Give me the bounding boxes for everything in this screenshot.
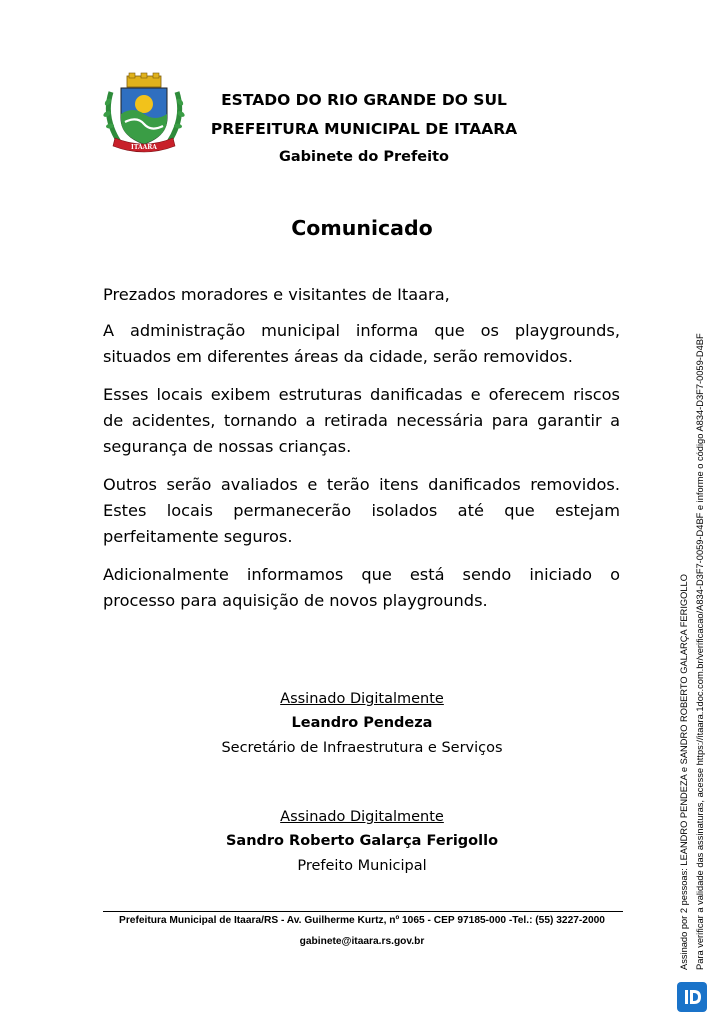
signature-label: Assinado Digitalmente (280, 691, 444, 707)
signatory-role: Secretário de Infraestrutura e Serviços (221, 740, 503, 756)
signatory-name: Sandro Roberto Galarça Ferigollo (225, 833, 499, 849)
signatory-role: Prefeito Municipal (297, 858, 427, 874)
paragraph-1: A administração municipal informa que os playgrounds, situados em diferentes áreas da cidade, serão removidos. (103, 321, 620, 366)
paragraph-3: Outros serão avaliados e terão itens danificados removidos. Estes locais permanecerão isolados até que estejam perfeitamente seguros. (103, 475, 620, 546)
state-name: ESTADO DO RIO GRANDE DO SUL (221, 91, 507, 109)
footer-divider (103, 911, 623, 912)
footer-address: Prefeitura Municipal de Itaara/RS - Av. Guilherme Kurtz, nº 1065 - CEP 97185-000 -Tel.: (55) 3227-2000 (119, 915, 605, 926)
municipality-name: PREFEITURA MUNICIPAL DE ITAARA (210, 120, 518, 138)
municipal-coat-of-arms-icon (101, 72, 187, 156)
signature-block-secretary (0, 689, 724, 759)
document-body (103, 282, 620, 614)
signature-block-mayor (0, 807, 724, 877)
footer-email: gabinete@itaara.rs.gov.br (299, 936, 425, 947)
office-name: Gabinete do Prefeito (278, 149, 449, 165)
greeting: Prezados moradores e visitantes de Itaara, (103, 285, 450, 304)
svg-text:ITAARA: ITAARA (131, 144, 157, 151)
1doc-logo-icon (677, 982, 707, 1012)
signatory-name: Leandro Pendeza (291, 715, 433, 731)
paragraph-4-line-1: Adicionalmente informamos que está sendo iniciado o (103, 565, 620, 584)
paragraph-4 (103, 562, 620, 614)
paragraph-2: Esses locais exibem estruturas danificadas e oferecem riscos de acidentes, tornando a retirada necessária para garantir a segurança de nossas crianças. (103, 385, 620, 456)
document-title: Comunicado (291, 216, 433, 240)
paragraph-4-line-2: processo para aquisição de novos playgrounds. (103, 591, 488, 610)
stamp-signers: Assinado por 2 pessoas: LEANDRO PENDEZA e SANDRO ROBERTO GALARÇA FERIGOLLO (679, 574, 689, 970)
signature-verification-stamp (678, 333, 706, 970)
letterhead (198, 88, 530, 169)
signature-label: Assinado Digitalmente (280, 809, 444, 825)
stamp-verification-link[interactable]: Para verificar a validade das assinaturas, acesse https://itaara.1doc.com.br/verificacao/A834-D3F7-0059-D4BF e informe o código A834-D3F7-0059-D4BF (695, 333, 705, 970)
